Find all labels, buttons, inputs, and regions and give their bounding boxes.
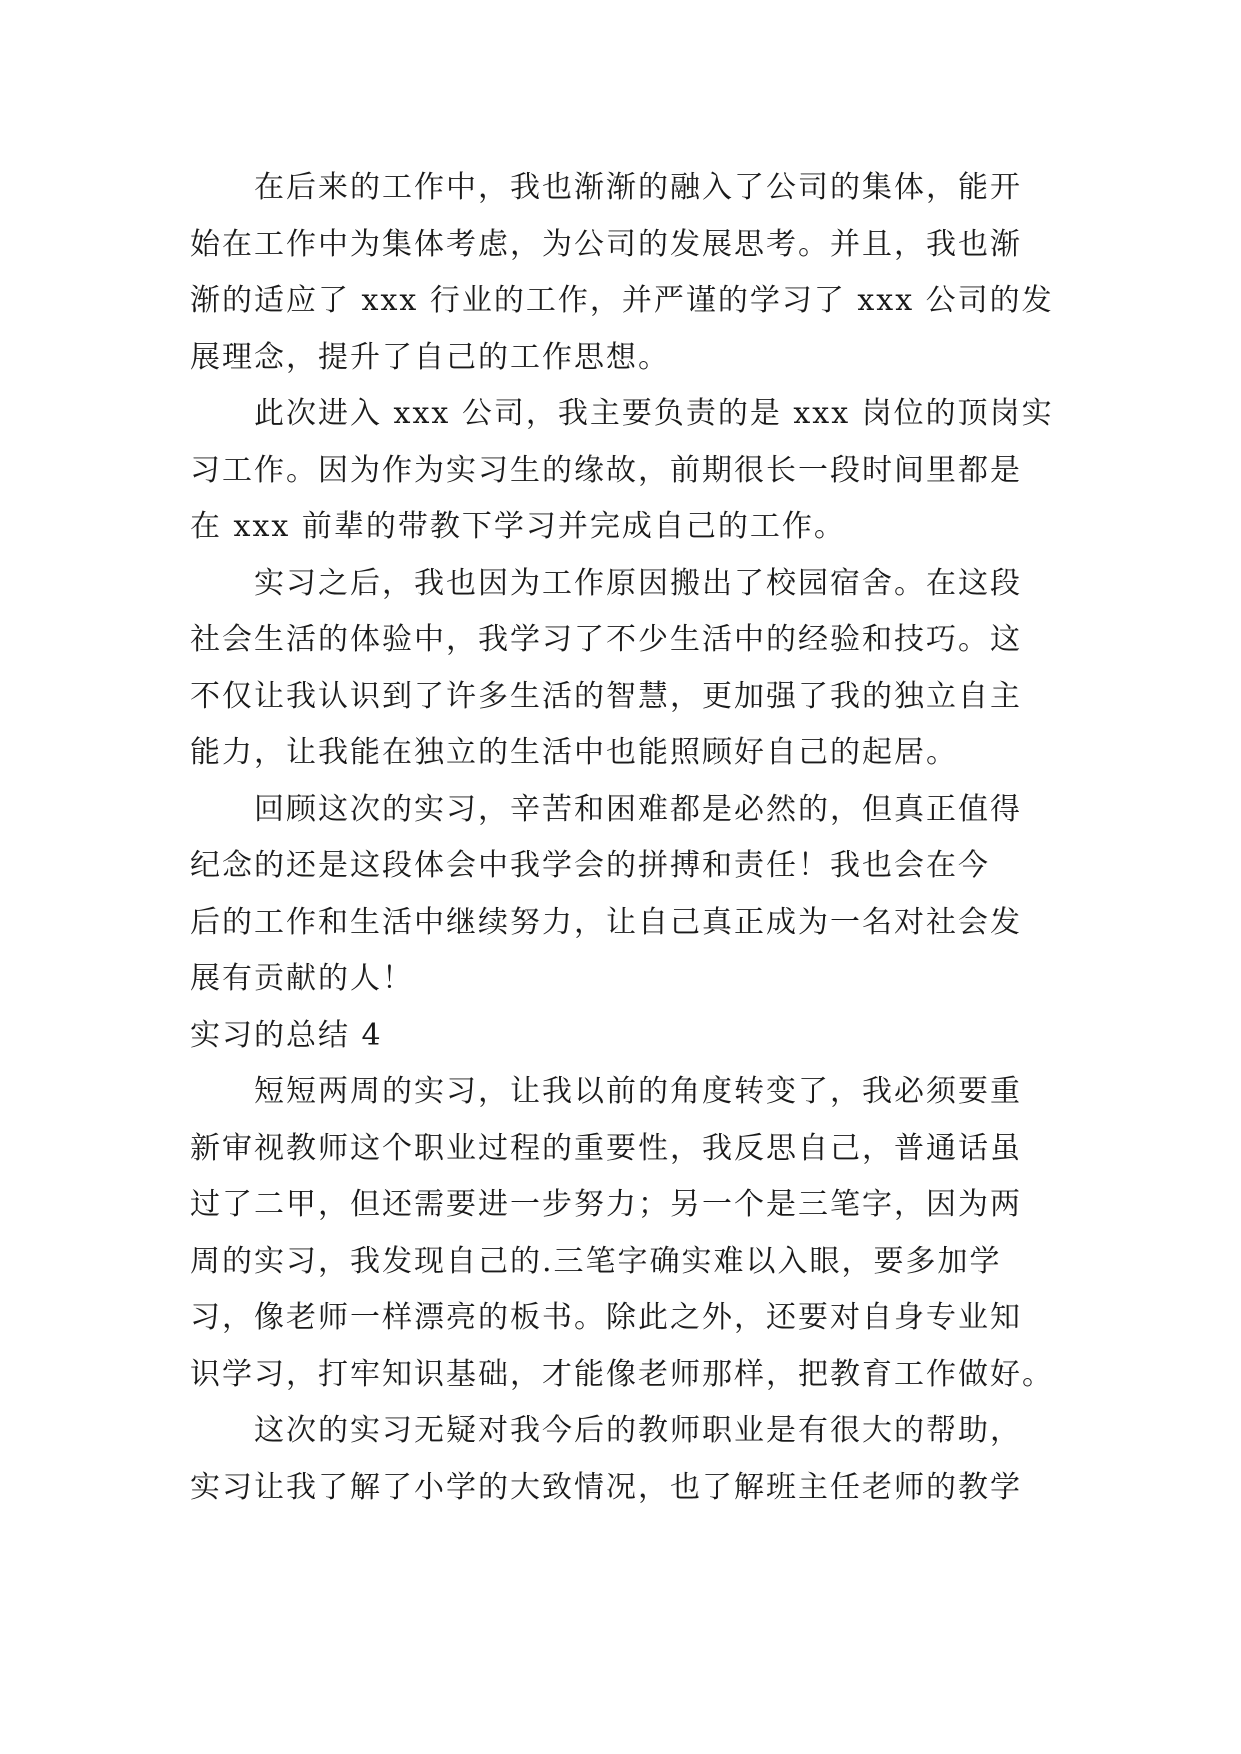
text-line: 纪念的还是这段体会中我学会的拼搏和责任！我也会在今 — [190, 848, 990, 883]
text-line: 渐的适应了 xxx 行业的工作，并严谨的学习了 xxx 公司的发 — [190, 283, 1054, 318]
text-line: 短短两周的实习，让我以前的角度转变了，我必须要重 — [254, 1074, 1022, 1109]
text-line: 回顾这次的实习，辛苦和困难都是必然的，但真正值得 — [254, 791, 1022, 827]
text-line: 社会生活的体验中，我学习了不少生活中的经验和技巧。这 — [190, 622, 1022, 657]
text-line: 此次进入 xxx 公司，我主要负责的是 xxx 岗位的顶岗实 — [254, 396, 1054, 431]
text-line: 过了二甲，但还需要进一步努力；另一个是三笔字，因为两 — [190, 1187, 1022, 1222]
text-line: 新审视教师这个职业过程的重要性，我反思自己，普通话虽 — [190, 1130, 1022, 1166]
text-line: 展有贡献的人！ — [190, 961, 414, 996]
text-line: 始在工作中为集体考虑，为公司的发展思考。并且，我也渐 — [190, 226, 1022, 262]
text-line: 这次的实习无疑对我今后的教师职业是有很大的帮助， — [254, 1413, 1022, 1448]
text-line: 周的实习，我发现自己的.三笔字确实难以入眼，要多加学 — [190, 1243, 1002, 1279]
text-line: 识学习，打牢知识基础，才能像老师那样，把教育工作做好。 — [190, 1356, 1054, 1392]
section-heading: 实习的总结 4 — [190, 1017, 383, 1053]
text-line: 后的工作和生活中继续努力，让自己真正成为一名对社会发 — [190, 904, 1022, 940]
text-line: 能力，让我能在独立的生活中也能照顾好自己的起居。 — [190, 735, 958, 770]
text-line: 不仅让我认识到了许多生活的智慧，更加强了我的独立自主 — [190, 678, 1022, 714]
text-line: 实习之后，我也因为工作原因搬出了校园宿舍。在这段 — [254, 565, 1022, 601]
text-line: 在 xxx 前辈的带教下学习并完成自己的工作。 — [190, 509, 846, 544]
text-line: 展理念，提升了自己的工作思想。 — [190, 339, 670, 375]
text-line: 在后来的工作中，我也渐渐的融入了公司的集体，能开 — [254, 170, 1022, 205]
text-line: 实习让我了解了小学的大致情况，也了解班主任老师的教学 — [190, 1469, 1022, 1505]
text-line: 习工作。因为作为实习生的缘故，前期很长一段时间里都是 — [190, 452, 1022, 488]
document-body — [190, 160, 1054, 1516]
text-line: 习，像老师一样漂亮的板书。除此之外，还要对自身专业知 — [190, 1300, 1022, 1335]
